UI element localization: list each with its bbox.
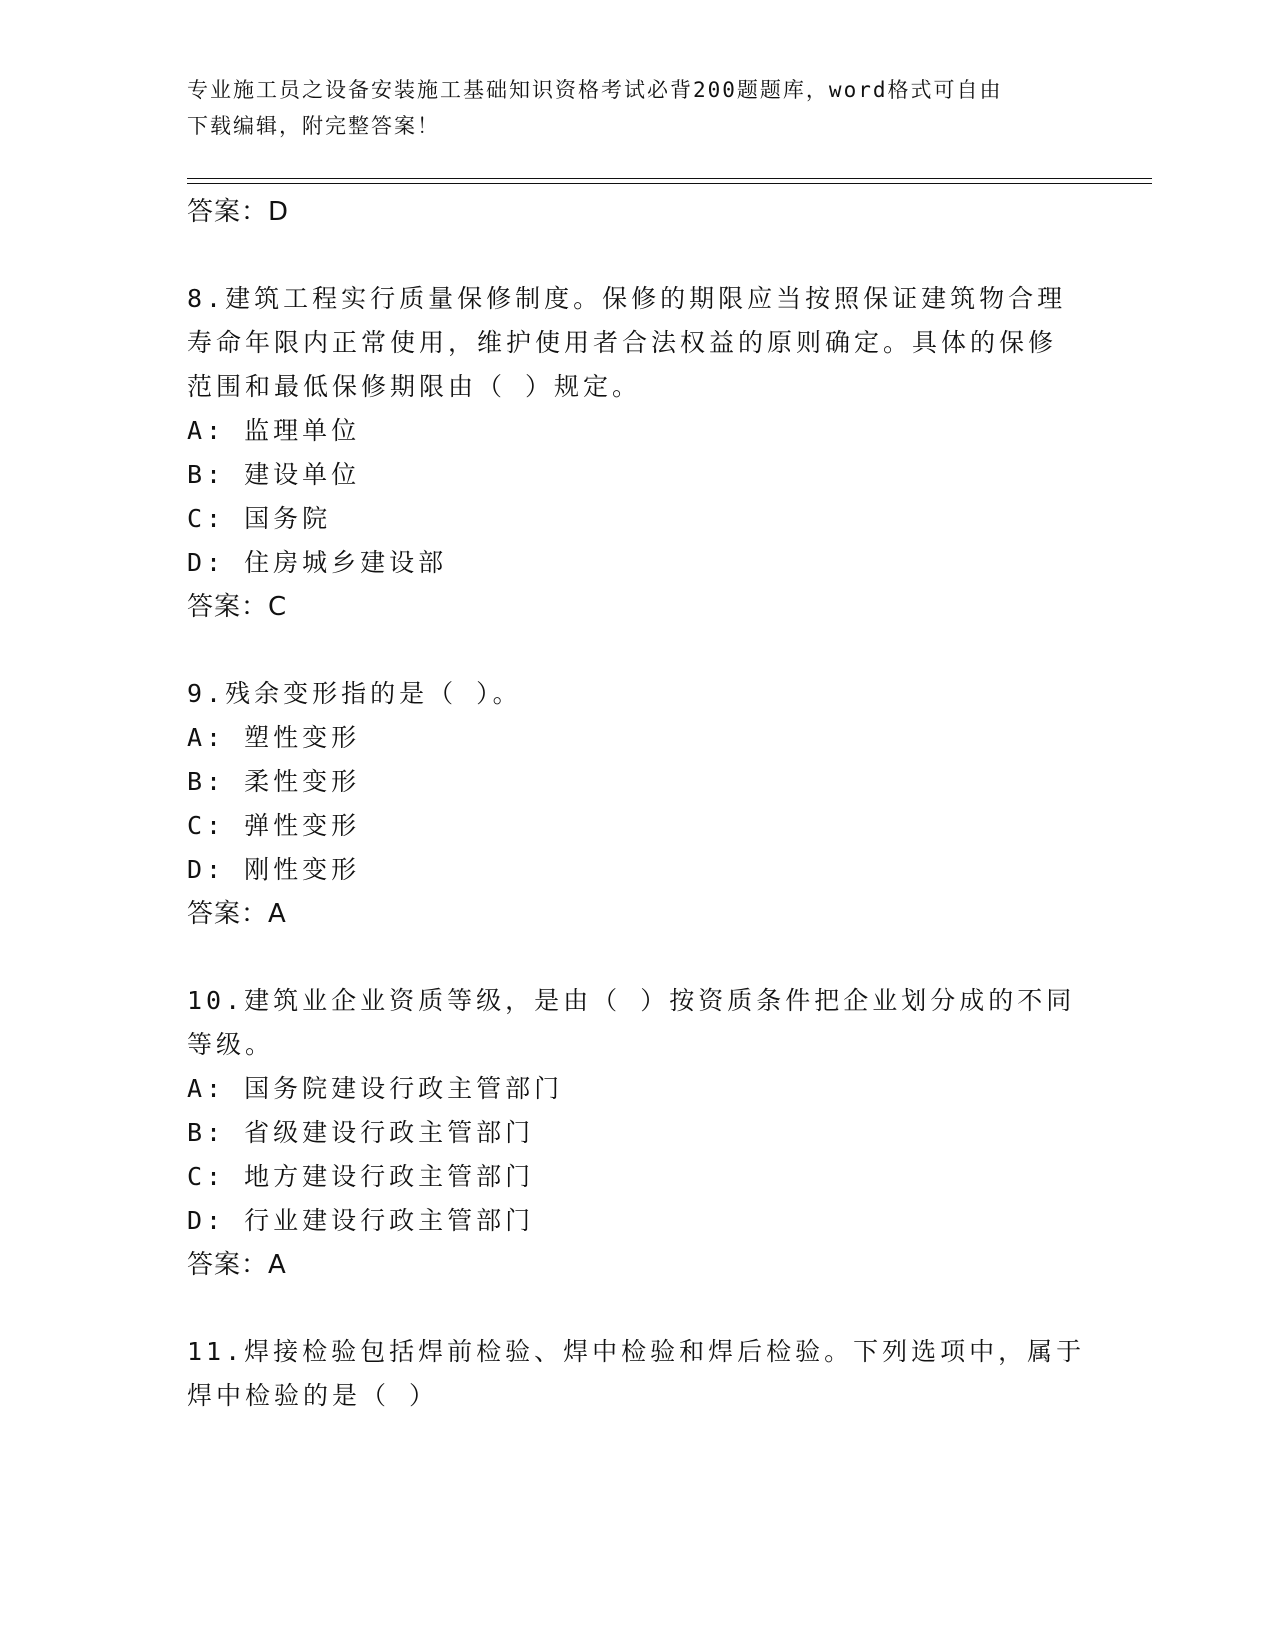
question-9-stem-line-1: 9.残余变形指的是（ ）。 bbox=[187, 679, 522, 708]
question-11-stem-line-2: 焊中检验的是（ ） bbox=[187, 1381, 439, 1410]
document-header bbox=[187, 72, 1067, 144]
question-8-option-b: B: 建设单位 bbox=[187, 460, 361, 489]
question-8-stem-line-3: 范围和最低保修期限由（ ）规定。 bbox=[187, 372, 642, 401]
question-8-stem-line-1: 8.建筑工程实行质量保修制度。保修的期限应当按照保证建筑物合理 bbox=[187, 284, 1067, 313]
question-9-option-c: C: 弹性变形 bbox=[187, 811, 361, 840]
question-10-option-c: C: 地方建设行政主管部门 bbox=[187, 1162, 535, 1191]
header-rule-bottom bbox=[187, 183, 1152, 184]
answer-previous: 答案：D bbox=[187, 197, 290, 227]
question-8-stem-line-2: 寿命年限内正常使用，维护使用者合法权益的原则确定。具体的保修 bbox=[187, 328, 1058, 357]
question-9-answer: 答案：A bbox=[187, 899, 287, 929]
question-10-stem-line-1: 10.建筑业企业资质等级，是由（ ）按资质条件把企业划分成的不同 bbox=[187, 986, 1076, 1015]
question-8-option-d: D: 住房城乡建设部 bbox=[187, 548, 448, 577]
question-11-stem-line-1: 11.焊接检验包括焊前检验、焊中检验和焊后检验。下列选项中，属于 bbox=[187, 1337, 1086, 1366]
question-9-option-a: A: 塑性变形 bbox=[187, 723, 361, 752]
question-8-option-c: C: 国务院 bbox=[187, 504, 332, 533]
question-8-option-a: A: 监理单位 bbox=[187, 416, 361, 445]
question-10-option-a: A: 国务院建设行政主管部门 bbox=[187, 1074, 564, 1103]
question-10-option-b: B: 省级建设行政主管部门 bbox=[187, 1118, 535, 1147]
question-10-option-d: D: 行业建设行政主管部门 bbox=[187, 1206, 535, 1235]
question-9-option-b: B: 柔性变形 bbox=[187, 767, 361, 796]
question-10-answer: 答案：A bbox=[187, 1250, 287, 1280]
question-10-stem-line-2: 等级。 bbox=[187, 1030, 275, 1059]
header-line-2: 下载编辑，附完整答案！ bbox=[187, 114, 440, 138]
header-line-1: 专业施工员之设备安装施工基础知识资格考试必背200题题库，word格式可自由 bbox=[187, 78, 1003, 102]
question-8-answer: 答案：C bbox=[187, 592, 288, 622]
header-rule-top bbox=[187, 178, 1152, 179]
question-9-option-d: D: 刚性变形 bbox=[187, 855, 361, 884]
